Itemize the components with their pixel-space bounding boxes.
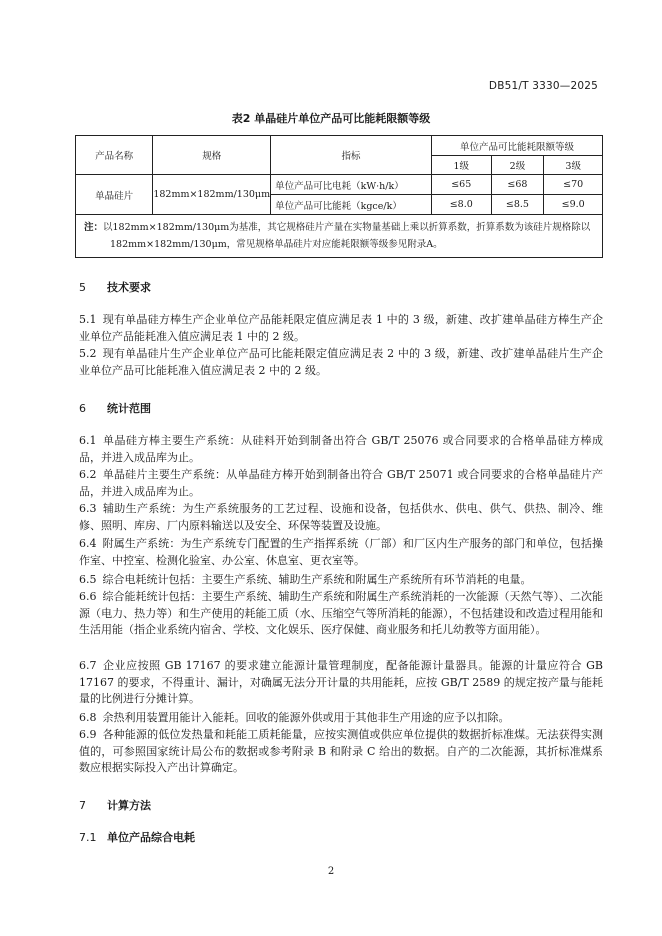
clause-number: 6.7 <box>79 659 97 672</box>
clause-text: 单晶硅方棒主要生产系统：从硅料开始到制备出符合 GB/T 25076 或合同要求的合格单晶硅方棒成品，并进入成品库为止。 <box>79 434 603 464</box>
section-7-heading <box>79 798 603 815</box>
page-number: 2 <box>327 866 335 877</box>
note-label: 注： <box>84 222 104 233</box>
clause-text: 单晶硅片主要生产系统：从单晶硅方棒开始到制备出符合 GB/T 25071 或合同要求的合格单晶硅片产品，并进入成品库为止。 <box>79 468 603 498</box>
header-grade-3: 3级 <box>544 156 603 175</box>
section-5-heading <box>79 280 603 297</box>
clause-text: 附属生产系统：为生产系统专门配置的生产指挥系统（厂部）和厂区内生产服务的部门和单位，包括操作室、中控室、检测化验室、办公室、休息室、更衣室等。 <box>79 537 603 567</box>
document-code: DB51/T 3330—2025 <box>488 80 598 92</box>
clause-number: 6.9 <box>79 728 97 741</box>
clause-text: 现有单晶硅方棒生产企业单位产品能耗限定值应满足表 1 中的 3 级，新建、改扩建单晶硅方棒生产企业单位产品能耗准入值应满足表 1 中的 2 级。 <box>79 313 603 343</box>
header-indicator: 指标 <box>271 136 432 175</box>
clause-number: 6.8 <box>79 711 97 724</box>
paragraph-6-9 <box>79 727 603 777</box>
clause-number: 6.1 <box>79 434 97 447</box>
clause-number: 6.3 <box>79 502 97 515</box>
clause-text: 企业应按照 GB 17167 的要求建立能源计量管理制度，配备能源计量器具。能源的计量应符合 GB 17167 的要求，不得重计、漏计，对确属无法分开计量的共用能耗，应按 GB/T 2589 的规定按产量与能耗量的比例进行分摊计算。 <box>79 659 603 705</box>
paragraph-6-7 <box>79 658 603 708</box>
cell-product: 单晶硅片 <box>76 175 153 215</box>
section-title: 计算方法 <box>107 799 151 812</box>
cell-energy-grade-3: ≤9.0 <box>544 195 603 215</box>
header-spec: 规格 <box>153 136 271 175</box>
section-title: 单位产品综合电耗 <box>107 831 195 844</box>
cell-spec: 182mm×182mm/130μm <box>153 175 271 215</box>
paragraph-5-2 <box>79 346 603 379</box>
clause-number: 5.2 <box>79 347 97 360</box>
paragraph-6-2 <box>79 467 603 500</box>
header-grade-2: 2级 <box>491 156 544 175</box>
header-grade-group: 单位产品可比能耗限额等级 <box>431 136 602 156</box>
cell-indicator-electricity: 单位产品可比电耗（kW·h/k） <box>271 175 432 195</box>
section-number: 6 <box>79 402 86 415</box>
clause-text: 综合电耗统计包括：主要生产系统、辅助生产系统和附属生产系统所有环节消耗的电量。 <box>102 573 532 586</box>
clause-number: 6.5 <box>79 573 97 586</box>
paragraph-6-5 <box>79 572 603 589</box>
cell-energy-grade-1: ≤8.0 <box>431 195 491 215</box>
cell-energy-grade-2: ≤8.5 <box>491 195 544 215</box>
cell-electricity-grade-3: ≤70 <box>544 175 603 195</box>
paragraph-6-3 <box>79 501 603 534</box>
section-number: 7.1 <box>79 831 97 844</box>
paragraph-6-6 <box>79 589 603 639</box>
section-7-1-heading <box>79 830 603 847</box>
paragraph-6-4 <box>79 536 603 569</box>
clause-number: 6.2 <box>79 468 97 481</box>
section-title: 技术要求 <box>107 281 151 294</box>
cell-electricity-grade-1: ≤65 <box>431 175 491 195</box>
paragraph-6-1 <box>79 433 603 466</box>
clause-text: 现有单晶硅片生产企业单位产品可比能耗限定值应满足表 2 中的 3 级，新建、改扩建单晶硅片生产企业单位产品可比能耗准入值应满足表 2 中的 2 级。 <box>79 347 603 377</box>
clause-number: 6.4 <box>79 537 97 550</box>
clause-text: 余热利用装置用能计入能耗。回收的能源外供或用于其他非生产用途的应予以扣除。 <box>102 711 510 724</box>
clause-number: 5.1 <box>79 313 97 326</box>
section-number: 7 <box>79 799 86 812</box>
section-6-heading <box>79 401 603 418</box>
clause-number: 6.6 <box>79 590 97 603</box>
energy-limit-table <box>75 135 603 258</box>
cell-indicator-energy: 单位产品可比能耗（kgce/k） <box>271 195 432 215</box>
header-grade-1: 1级 <box>431 156 491 175</box>
note-line-1: 以182mm×182mm/130μm为基准，其它规格硅片产量在实物量基础上乘以折算系数，折算系数为该硅片规格除以 <box>103 222 591 233</box>
clause-text: 综合能耗统计包括：主要生产系统、辅助生产系统和附属生产系统消耗的一次能源（天然气等）、二次能源（电力、热力等）和生产使用的耗能工质（水、压缩空气等所消耗的能源），不包括建设和改造过程用能和生活用能（指企业系统内宿舍、学校、文化娱乐、医疗保健、商业服务和托儿幼教等方面用能）。 <box>79 590 603 636</box>
paragraph-5-1 <box>79 312 603 345</box>
table-title: 表2 单晶硅片单位产品可比能耗限额等级 <box>231 112 431 125</box>
cell-electricity-grade-2: ≤68 <box>491 175 544 195</box>
note-line-2: 182mm×182mm/130μm，常见规格单晶硅片对应能耗限额等级参见附录A。 <box>110 239 443 250</box>
section-number: 5 <box>79 281 86 294</box>
table-note <box>76 215 603 258</box>
section-title: 统计范围 <box>107 402 151 415</box>
header-product-name: 产品名称 <box>76 136 153 175</box>
clause-text: 各种能源的低位发热量和耗能工质耗能量，应按实测值或供应单位提供的数据折标准煤。无法获得实测值的，可参照国家统计局公布的数据或参考附录 B 和附录 C 给出的数据。自产的二次能源，其折标准煤系数应根据实际投入产出计算确定。 <box>79 728 603 774</box>
paragraph-6-8 <box>79 710 603 727</box>
clause-text: 辅助生产系统：为生产系统服务的工艺过程、设施和设备，包括供水、供电、供气、供热、制冷、维修、照明、库房、厂内原料输送以及安全、环保等装置及设施。 <box>79 502 603 532</box>
